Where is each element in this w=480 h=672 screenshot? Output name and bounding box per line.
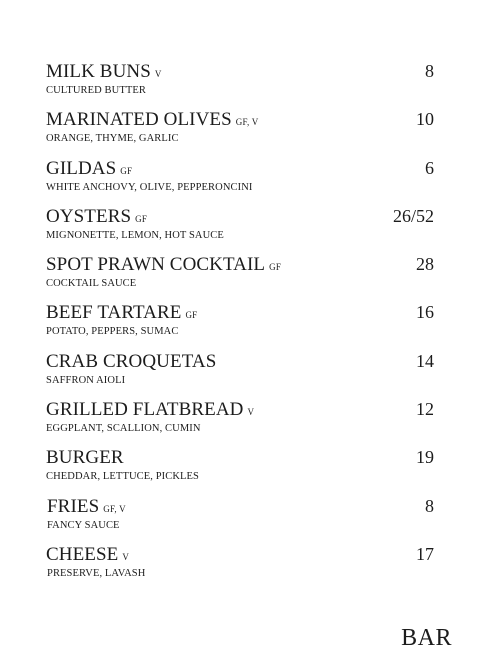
item-description: COCKTAIL SAUCE (46, 278, 137, 290)
dietary-tag: V (154, 69, 162, 79)
dietary-tag: GF (269, 262, 282, 273)
item-description: FANCY SAUCE (47, 519, 120, 531)
item-description: WHITE ANCHOVY, OLIVE, PEPPERONCINI (46, 181, 253, 193)
item-description: CULTURED BUTTER (46, 85, 146, 96)
item-name: OYSTERS GF (46, 205, 148, 227)
item-description: MIGNONETTE, LEMON, HOT SAUCE (46, 229, 224, 241)
item-description: POTATO, PEPPERS, SUMAC (46, 326, 179, 338)
item-name: MARINATED OLIVES GF, V (46, 109, 259, 131)
item-name: CHEESE V (46, 543, 130, 565)
dietary-tag: GF, V (235, 117, 259, 128)
menu-item (46, 253, 434, 301)
item-price: 12 (416, 399, 434, 420)
item-price: 10 (416, 109, 434, 130)
item-price: 6 (425, 157, 434, 178)
item-price: 28 (416, 254, 434, 275)
item-price: 17 (416, 543, 434, 564)
menu-list (46, 60, 434, 591)
item-price: 8 (425, 495, 434, 516)
dietary-tag: GF, V (103, 503, 126, 514)
item-name: CRAB CROQUETAS (46, 350, 217, 372)
item-name: BEEF TARTARE GF (46, 302, 198, 324)
item-price: 26/52 (392, 205, 434, 226)
menu-item (46, 543, 434, 591)
item-name: GRILLED FLATBREAD V (46, 399, 255, 421)
section-label: BAR (401, 625, 452, 651)
menu-item (46, 446, 434, 494)
menu-item (46, 495, 434, 543)
item-price: 16 (416, 302, 434, 323)
dietary-tag: V (247, 407, 255, 418)
item-name: GILDAS GF (46, 157, 133, 179)
item-description: CHEDDAR, LETTUCE, PICKLES (46, 471, 199, 483)
item-price: 8 (425, 61, 434, 81)
menu-item (46, 108, 434, 156)
item-name: BURGER (46, 447, 124, 469)
item-name: FRIES GF, V (47, 495, 126, 517)
item-description: ORANGE, THYME, GARLIC (46, 133, 179, 145)
dietary-tag: V (122, 551, 130, 562)
menu-item (46, 205, 434, 253)
menu-item (46, 60, 434, 108)
item-name: SPOT PRAWN COCKTAIL GF (46, 254, 282, 276)
item-description: PRESERVE, LAVASH (47, 567, 146, 579)
menu-item (46, 350, 434, 398)
item-price: 19 (416, 447, 434, 468)
menu-item (46, 157, 434, 205)
item-price: 14 (416, 350, 434, 371)
menu-item (46, 398, 434, 446)
dietary-tag: GF (120, 165, 133, 176)
dietary-tag: GF (135, 213, 148, 224)
item-name: MILK BUNS V (46, 61, 162, 82)
item-description: SAFFRON AIOLI (46, 374, 126, 386)
dietary-tag: GF (185, 310, 198, 321)
menu-item (46, 301, 434, 349)
item-description: EGGPLANT, SCALLION, CUMIN (46, 423, 201, 435)
